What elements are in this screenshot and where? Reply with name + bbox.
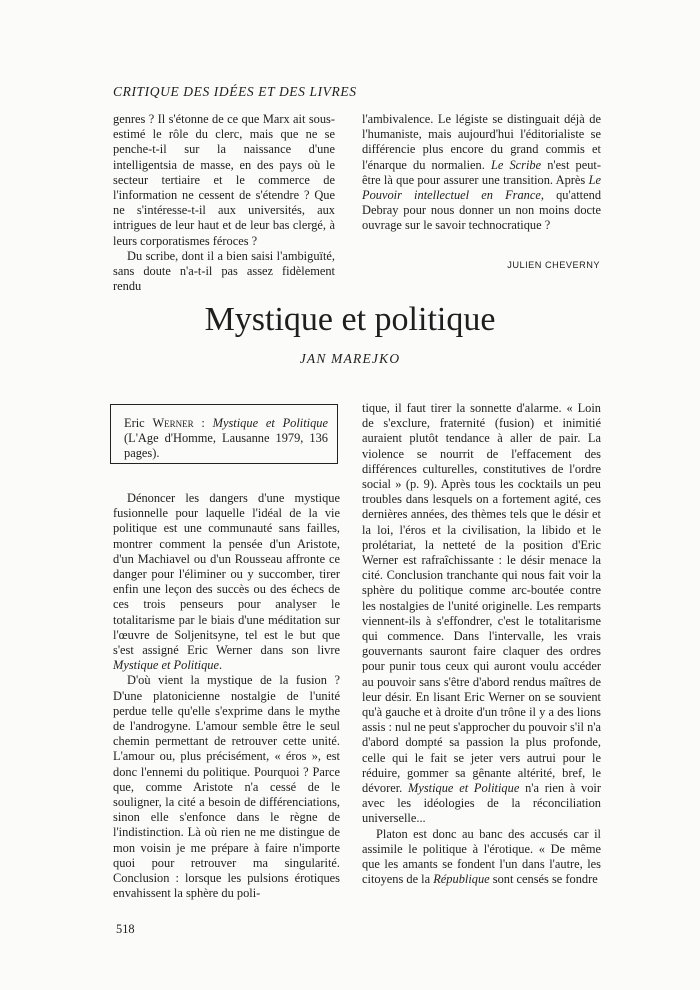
review-signature: JULIEN CHEVERNY [507,260,600,270]
paragraph: l'ambivalence. Le légiste se distinguait déjà de l'humaniste, mais aujourd'hui l'éditorialiste se différencie plus encore du grand commis et l'énarque du normalien. Le Scribe n'est peut-être là que pour assurer une transition. Après Le Pouvoir intellectuel en France, qu'attend Debray pour nous donner un non moins docte ouvrage sur le savoir technocratique ? [362,112,602,233]
book-title: Le Pouvoir intellectuel en France [362,172,601,203]
paragraph: D'où vient la mystique de la fusion ? D'une platonicienne nostalgie de l'unité perdue telle qu'elle s'exprime dans le mythe de l'androgyne. L'amour semble être le seul chemin permettant de retrouver cette unité. L'amour ou, plus précisément, « éros », est donc l'ennemi du politique. Pourquoi ? Parce que, comme Aristote n'a cessé de le souligner, la cité a besoin de différenciations, sinon elle s'enfonce dans le règne de l'indistinction. Là où rien ne me distingue de mon voisin je me prépare à faire n'importe quoi pour retrouver ma singularité. Conclusion : lorsque les pulsions érotiques envahissent la sphère du poli- [113,673,340,901]
running-header: CRITIQUE DES IDÉES ET DES LIVRES [113,84,357,99]
paragraph: genres ? Il s'étonne de ce que Marx ait sous-estimé le rôle du clerc, mais que ne se penche-t-il sur la naissance d'une intelligentsia de masse, en des pays où le secteur tertiaire et le commerce de l'information ne cessent de s'étendre ? Que ne s'intéresse-t-il aux universités, aux intrigues de leur haut et de leur bas clergé, à leurs corporatismes féroces ? [113,112,335,248]
paragraph: Du scribe, dont il a bien saisi l'ambiguïté, sans doute n'a-t-il pas assez fidèlement rendu [113,248,335,294]
article-column-right [362,401,601,888]
article-author: JAN MAREJKO [299,351,401,366]
article-column-left [113,491,340,901]
paragraph: Platon est donc au banc des accusés car il assimile le politique à l'érotique. « De même que les amants se fondent l'un dans l'autre, les citoyens de la République sont censés se fondre [362,826,601,887]
previous-review-column-right [362,112,601,234]
book-title: République [433,872,490,887]
page-number: 518 [116,922,135,936]
paragraph: Dénoncer les dangers d'une mystique fusionnelle pour laquelle l'idéal de la vie politique est une communauté sans failles, montrer comment la pensée d'un Aristote, d'un Machiavel ou d'un Rousseau affronte ce danger pour l'éliminer ou y succomber, tirer enfin une leçon des succès ou des échecs de ces trois penseurs pour analyser le totalitarisme par le biais d'une méditation sur l'œuvre de Soljenitsyne, tel est le but que s'est assigné Eric Werner dans son livre Mystique et Politique. [113,491,340,673]
book-reference-box: Eric Werner : Mystique et Politique (L'Age d'Homme, Lausanne 1979, 136 pages). [110,404,338,464]
book-title: Mystique et Politique [408,781,520,796]
book-title: Mystique et Politique [113,658,219,673]
article-title: Mystique et politique [204,301,496,338]
previous-review-column-left [113,112,335,294]
book-title: Mystique et Politique [212,416,329,430]
paragraph: tique, il faut tirer la sonnette d'alarme. « Loin de s'exclure, fraternité (fusion) et inimitié auraient plutôt tendance à aller de pair. La violence se nourrit de l'effacement des différences culturelles, constitutives de l'ordre social » (p. 9). Après tous les cocktails un peu troubles dans lesquels on a fortement agité, ces dernières années, des thèmes tels que le désir et la loi, l'éros et la civilisation, la libido et le prolétariat, la netteté de la position d'Eric Werner est rafraîchissante : le désir menace la cité. Conclusion tranchante qui nous fait voir la sphère du politique comme arc-boutée contre les nostalgies de l'unité originelle. Les remparts viennent-ils à s'effondrer, c'est le totalitarisme qui commence. Dans l'intervalle, les vrais gouvernants sauront faire claquer des ordres pour punir tous ceux qui auront voulu accéder au pouvoir sans s'être d'abord rendus maîtres de leur désir. En lisant Eric Werner on se souvient qu'à gauche et à droite d'un trône il y a des lions assis : nul ne peut s'approcher du pouvoir s'il n'a d'abord dompté sa passion la plus profonde, celle qui le fait se jeter vers autrui pour le réduire, gommer sa gênante altérité, bref, le dévorer. Mystique et Politique n'a rien à voir avec les idéologies de la réconciliation universelle... [362,401,601,826]
book-title: Le Scribe [490,157,542,172]
